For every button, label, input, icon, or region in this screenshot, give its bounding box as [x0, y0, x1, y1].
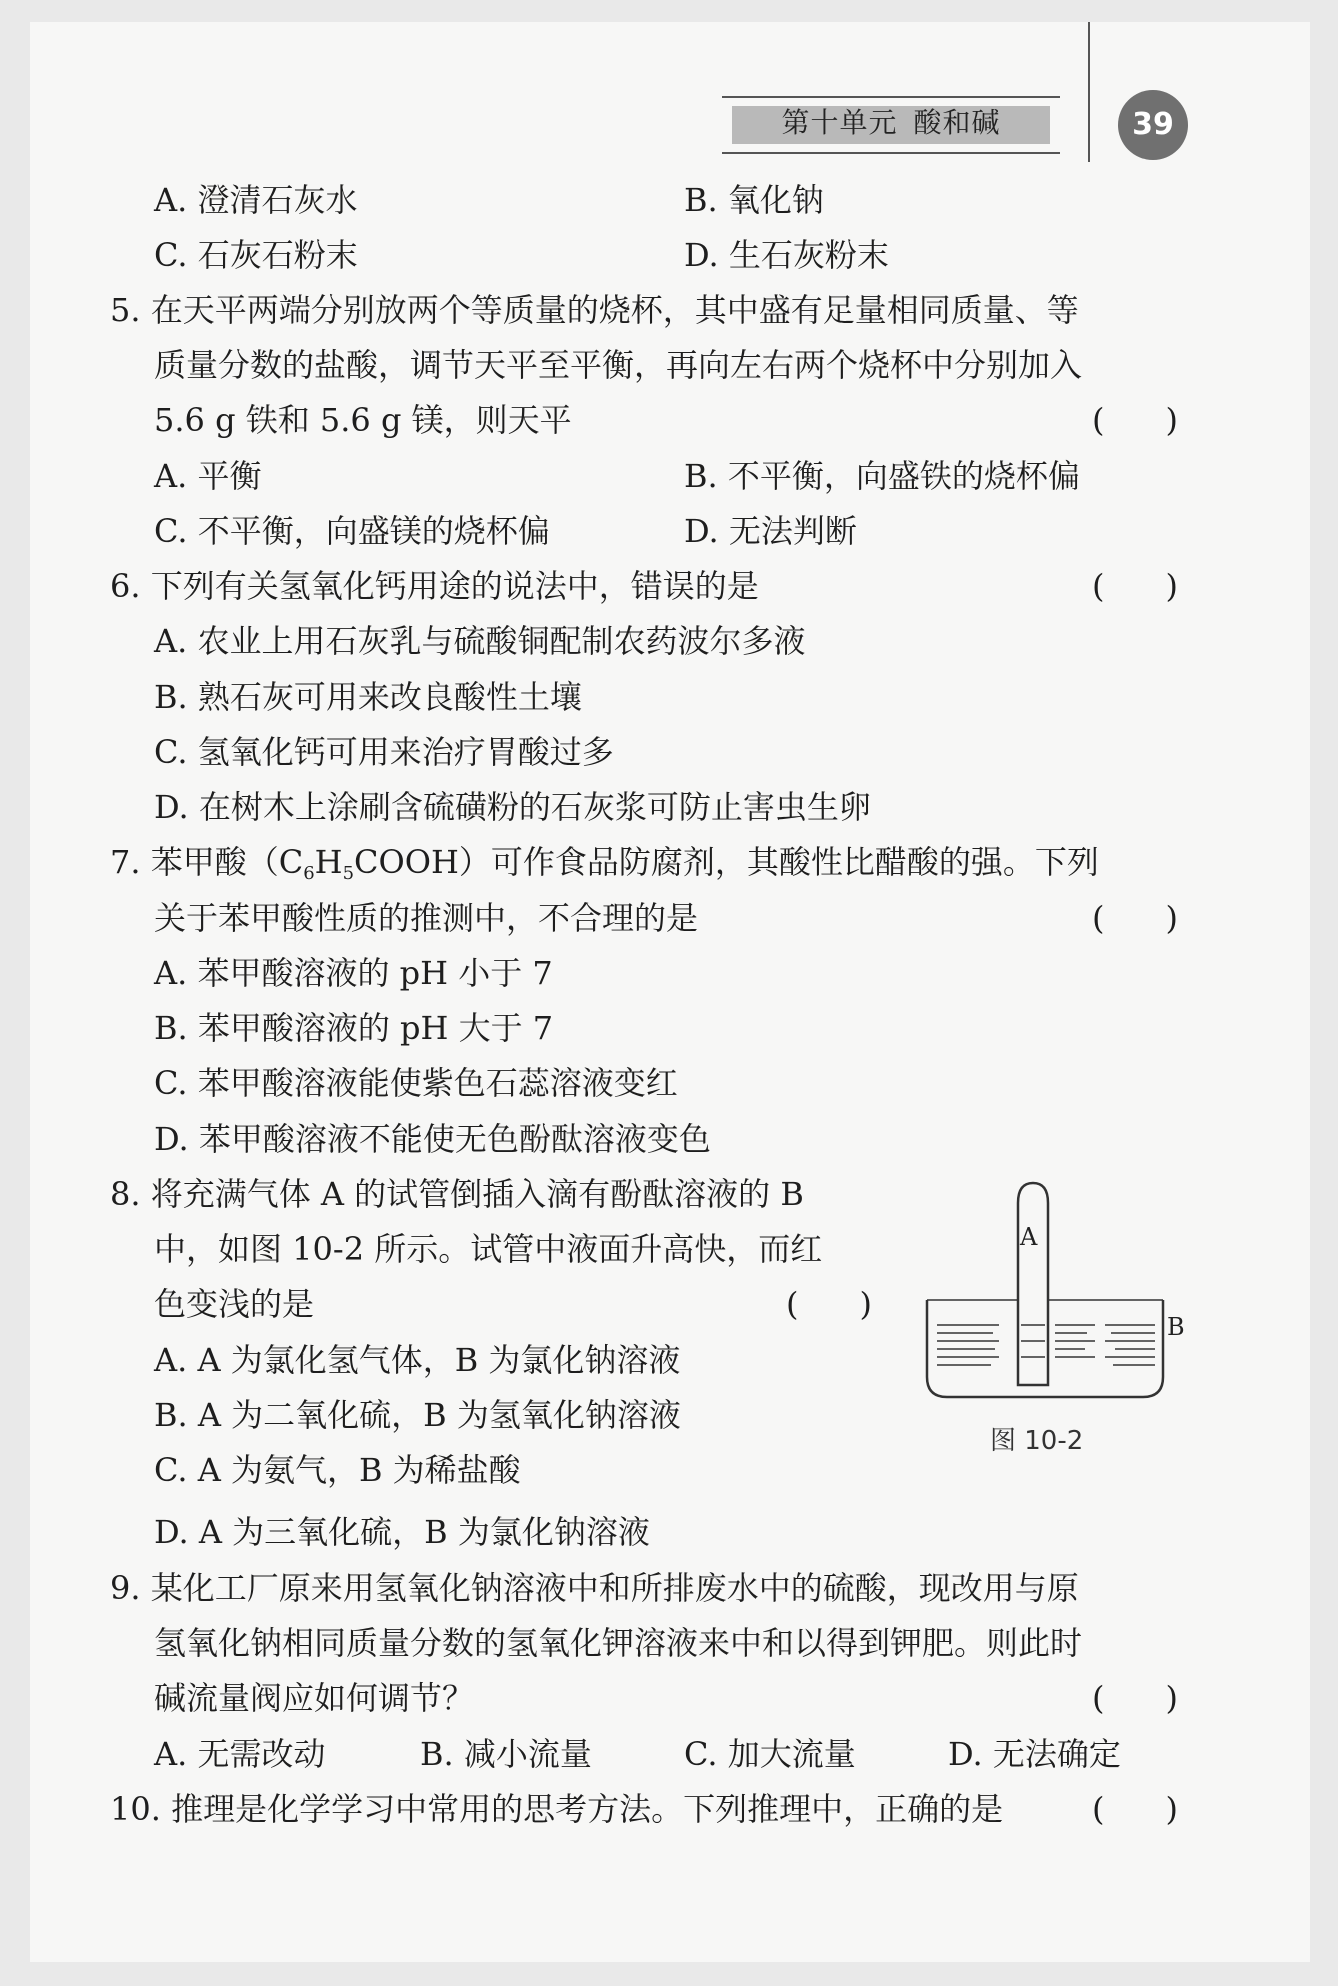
figure-caption: 图 10-2	[990, 1426, 1084, 1456]
q5-stem-line1: 5. 在天平两端分别放两个等质量的烧杯，其中盛有足量相同质量、等	[110, 291, 1079, 329]
q7-option-a: A. 苯甲酸溶液的 pH 小于 7	[154, 954, 553, 992]
q5-stem-line2: 质量分数的盐酸，调节天平至平衡，再向左右两个烧杯中分别加入	[154, 346, 1083, 384]
q7-option-c: C. 苯甲酸溶液能使紫色石蕊溶液变红	[154, 1064, 678, 1102]
q8-stem-line1: 8. 将充满气体 A 的试管倒插入滴有酚酞溶液的 B	[110, 1175, 804, 1213]
q7-stem-line1	[110, 842, 1099, 894]
q8-stem-line3: 色变浅的是	[154, 1285, 315, 1323]
unit-header	[722, 96, 1060, 154]
q4-option-d: D. 生石灰粉末	[684, 236, 889, 274]
q8-option-b: B. A 为二氧化硫，B 为氢氧化钠溶液	[154, 1396, 681, 1434]
q5-answer-blank: ( )	[1092, 401, 1178, 439]
q8-option-d: D. A 为三氧化硫，B 为氯化钠溶液	[154, 1513, 650, 1551]
q9-option-d: D. 无法确定	[948, 1735, 1121, 1773]
q8-option-c: C. A 为氨气，B 为稀盐酸	[154, 1451, 521, 1489]
q6-option-a: A. 农业上用石灰乳与硫酸铜配制农药波尔多液	[154, 622, 806, 660]
q6-stem: 6. 下列有关氢氧化钙用途的说法中，错误的是	[110, 567, 759, 605]
q8-stem-line2: 中，如图 10-2 所示。试管中液面升高快，而红	[154, 1230, 823, 1268]
q5-stem-line3: 5.6 g 铁和 5.6 g 镁，则天平	[154, 401, 572, 439]
q7-stem-line2: 关于苯甲酸性质的推测中，不合理的是	[154, 899, 699, 937]
q7-formula-h: H	[314, 843, 343, 881]
q9-answer-blank: ( )	[1092, 1679, 1178, 1717]
trough-label: B	[1167, 1313, 1185, 1341]
q8-answer-blank: ( )	[786, 1285, 872, 1323]
q7-stem-suffix: COOH）可作食品防腐剂，其酸性比醋酸的强。下列	[354, 843, 1099, 881]
q7-option-d: D. 苯甲酸溶液不能使无色酚酞溶液变色	[154, 1120, 711, 1158]
page-number-badge: 39	[1118, 90, 1188, 160]
unit-title: 酸和碱	[913, 106, 1001, 139]
q4-option-a: A. 澄清石灰水	[154, 181, 358, 219]
q9-stem-line3: 碱流量阀应如何调节？	[154, 1679, 475, 1717]
tube-label: A	[1020, 1223, 1038, 1251]
q5-option-b: B. 不平衡，向盛铁的烧杯偏	[684, 457, 1080, 495]
q4-option-b: B. 氧化钠	[684, 181, 824, 219]
q9-stem-line1: 9. 某化工厂原来用氢氧化钠溶液中和所排废水中的硫酸，现改用与原	[110, 1569, 1079, 1607]
q9-option-b: B. 减小流量	[420, 1735, 592, 1773]
q9-option-c: C. 加大流量	[684, 1735, 856, 1773]
q7-subscript-6: 6	[303, 863, 315, 884]
q6-option-c: C. 氢氧化钙可用来治疗胃酸过多	[154, 733, 614, 771]
q7-answer-blank: ( )	[1092, 899, 1178, 937]
q10-answer-blank: ( )	[1092, 1790, 1178, 1828]
q6-option-b: B. 熟石灰可用来改良酸性土壤	[154, 678, 582, 716]
q7-option-b: B. 苯甲酸溶液的 pH 大于 7	[154, 1009, 554, 1047]
q9-stem-line2: 氢氧化钠相同质量分数的氢氧化钾溶液来中和以得到钾肥。则此时	[154, 1624, 1083, 1662]
q5-option-d: D. 无法判断	[684, 512, 857, 550]
unit-label: 第十单元	[781, 106, 898, 139]
q5-option-c: C. 不平衡，向盛镁的烧杯偏	[154, 512, 550, 550]
q7-subscript-5: 5	[342, 863, 355, 884]
header-vertical-rule	[1088, 22, 1090, 162]
q8-option-a: A. A 为氯化氢气体，B 为氯化钠溶液	[154, 1341, 681, 1379]
q7-stem-prefix: 7. 苯甲酸（C	[110, 843, 304, 881]
q5-option-a: A. 平衡	[154, 457, 262, 495]
q10-stem: 10. 推理是化学学习中常用的思考方法。下列推理中，正确的是	[110, 1790, 1004, 1828]
q4-option-c: C. 石灰石粉末	[154, 236, 358, 274]
q6-option-d: D. 在树木上涂刷含硫磺粉的石灰浆可防止害虫生卵	[154, 788, 871, 826]
unit-header-band	[732, 106, 1050, 144]
q6-answer-blank: ( )	[1092, 567, 1178, 605]
test-tube-trough-diagram	[915, 1175, 1185, 1415]
q9-option-a: A. 无需改动	[154, 1735, 326, 1773]
